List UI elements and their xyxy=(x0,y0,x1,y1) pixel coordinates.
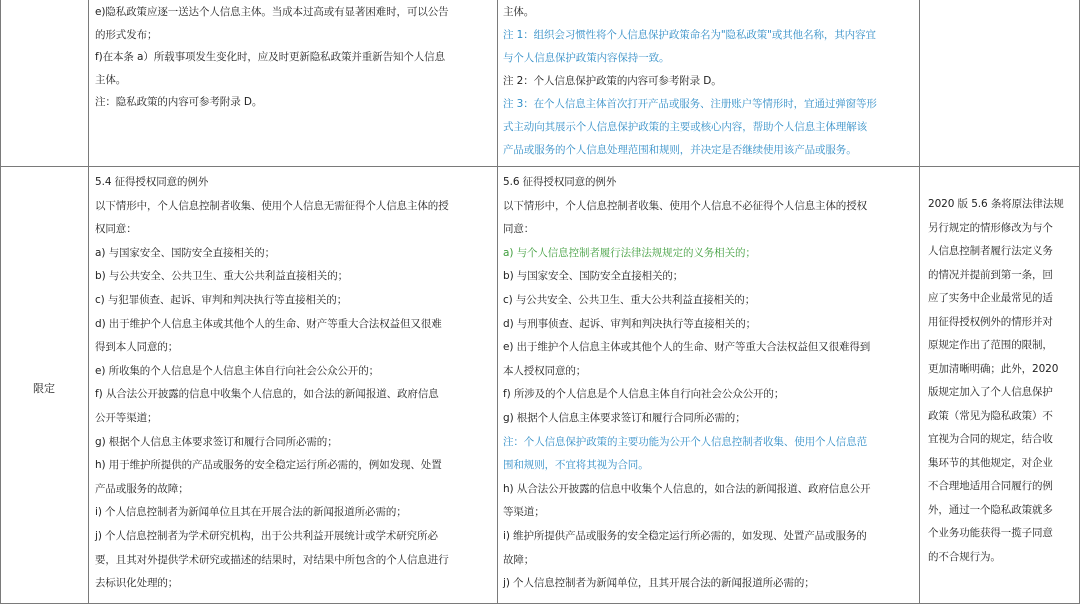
text-line: 以下情形中，个人信息控制者收集、使用个人信息无需征得个人信息主体的授 xyxy=(95,199,449,212)
text-line: 围和规则，不宜将其视为合同。 xyxy=(503,459,649,472)
text-line: 5.6 征得授权同意的例外 xyxy=(503,176,617,188)
text-line: 主体。 xyxy=(95,73,127,86)
text-line: 得到本人同意的； xyxy=(95,341,179,354)
text-line: 更加清晰明确；此外，2020 xyxy=(928,362,1059,375)
text-line: 注：隐私政策的内容可参考附录 D。 xyxy=(95,96,263,108)
text-line: g) 根据个人信息主体要求签订和履行合同所必需的； xyxy=(503,412,746,424)
text-line: f) 从合法公开披露的信息中收集个人信息的，如合法的新闻报道、政府信息 xyxy=(95,388,439,401)
text-line: 2020 版 5.6 条将原法律法规 xyxy=(928,198,1064,210)
text-line: j) 个人信息控制者为学术研究机构，出于公共利益开展统计或学术研究所必 xyxy=(95,530,438,542)
text-line: 另行规定的情形修改为与个 xyxy=(928,221,1053,234)
text-line: 的情况并提前到第一条，回 xyxy=(928,268,1053,281)
text-line: a) 与国家安全、国防安全直接相关的； xyxy=(95,246,275,259)
text-line: c) 与犯罪侦查、起诉、审判和判决执行等直接相关的； xyxy=(95,294,348,306)
row2-new-standard-cell xyxy=(498,167,918,603)
row2-commentary-cell xyxy=(920,167,1079,603)
text-line: f) 所涉及的个人信息是个人信息主体自行向社会公众公开的； xyxy=(503,388,785,401)
text-line: e) 所收集的个人信息是个人信息主体自行向社会公众公开的； xyxy=(95,364,379,377)
text-line: b) 与国家安全、国防安全直接相关的； xyxy=(503,270,684,283)
text-line: 个业务功能获得一揽子同意 xyxy=(928,527,1053,539)
text-line: 人信息控制者履行法定义务 xyxy=(928,245,1053,257)
text-line: a) 与个人信息控制者履行法律法规规定的义务相关的； xyxy=(503,246,756,259)
text-line: e) 出于维护个人信息主体或其他个人的生命、财产等重大合法权益但又很难得到 xyxy=(503,341,871,354)
text-line: 原规定作出了范围的限制， xyxy=(928,339,1053,351)
text-line: 去标识化处理的； xyxy=(95,577,179,590)
text-line: 公开等渠道； xyxy=(95,412,158,424)
text-line: 版规定加入了个人信息保护 xyxy=(928,386,1053,398)
text-line: f)在本条 a）所载事项发生变化时，应及时更新隐私政策并重新告知个人信息 xyxy=(95,51,445,63)
text-line: h) 从合法公开披露的信息中收集个人信息的，如合法的新闻报道、政府信息公开 xyxy=(503,482,871,495)
text-line: 5.4 征得授权同意的例外 xyxy=(95,176,209,188)
text-line: 故障； xyxy=(503,553,535,566)
text-line: 等渠道； xyxy=(503,506,545,519)
text-line: 的不合规行为。 xyxy=(928,550,1001,563)
text-line: 政策（常见为隐私政策）不 xyxy=(928,409,1053,422)
text-line: 不合理地适用合同履行的例 xyxy=(928,480,1053,492)
text-line: 与个人信息保护政策内容保持一致。 xyxy=(503,52,670,64)
row2-old-standard-cell xyxy=(89,167,496,603)
text-line: 同意： xyxy=(503,223,535,236)
text-line: 产品或服务的个人信息处理范围和规则，并决定是否继续使用该产品或服务。 xyxy=(503,144,857,156)
text-line: c) 与公共安全、公共卫生、重大公共利益直接相关的； xyxy=(503,294,756,306)
row2-category-cell xyxy=(1,167,88,603)
text-line: 式主动向其展示个人信息保护政策的主要或核心内容，帮助个人信息主体理解该 xyxy=(503,121,867,133)
text-line: 本人授权同意的； xyxy=(503,364,587,377)
text-line: 集环节的其他规定，对企业 xyxy=(928,456,1053,469)
text-line: 外，通过一个隐私政策就多 xyxy=(928,503,1053,516)
text-line: 用征得授权例外的情形并对 xyxy=(928,315,1053,328)
text-line: 的形式发布； xyxy=(95,28,158,41)
category-label: 限定 xyxy=(33,382,55,395)
text-line: h) 用于维护所提供的产品或服务的安全稳定运行所必需的，例如发现、处置 xyxy=(95,459,442,472)
text-line: 注：个人信息保护政策的主要功能为公开个人信息控制者收集、使用个人信息范 xyxy=(503,435,867,448)
row1-old-standard-cell xyxy=(89,0,496,166)
text-line: 产品或服务的故障； xyxy=(95,482,189,495)
text-line: j) 个人信息控制者为新闻单位，且其开展合法的新闻报道所必需的； xyxy=(503,577,815,590)
text-line: 注 2：个人信息保护政策的内容可参考附录 D。 xyxy=(503,75,722,87)
text-line: 注 3：在个人信息主体首次打开产品或服务、注册账户等情形时，宜通过弹窗等形 xyxy=(503,98,877,110)
text-line: 以下情形中，个人信息控制者收集、使用个人信息不必征得个人信息主体的授权 xyxy=(503,199,867,212)
text-line: 应了实务中企业最常见的适 xyxy=(928,292,1053,304)
text-line: d) 与刑事侦查、起诉、审判和判决执行等直接相关的； xyxy=(503,317,756,330)
text-line: i) 个人信息控制者为新闻单位且其在开展合法的新闻报道所必需的； xyxy=(95,506,407,519)
text-line: i) 维护所提供产品或服务的安全稳定运行所必需的，如发现、处置产品或服务的 xyxy=(503,530,867,542)
text-line: 注 1：组织会习惯性将个人信息保护政策命名为"隐私政策"或其他名称，其内容宜 xyxy=(503,29,876,41)
text-line: 主体。 xyxy=(503,6,535,18)
text-line: g) 根据个人信息主体要求签订和履行合同所必需的； xyxy=(95,435,338,448)
text-line: d) 出于维护个人信息主体或其他个人的生命、财产等重大合法权益但又很难 xyxy=(95,317,442,330)
text-line: 要，且其对外提供学术研究或描述的结果时，对结果中所包含的个人信息进行 xyxy=(95,553,449,566)
row1-new-standard-cell xyxy=(498,0,918,166)
text-line: 权同意： xyxy=(95,223,137,236)
text-line: e)隐私政策应逐一送达个人信息主体。当成本过高或有显著困难时，可以公告 xyxy=(95,6,449,18)
text-line: 宜视为合同的规定，结合收 xyxy=(928,433,1053,445)
text-line: b) 与公共安全、公共卫生、重大公共利益直接相关的； xyxy=(95,270,348,283)
